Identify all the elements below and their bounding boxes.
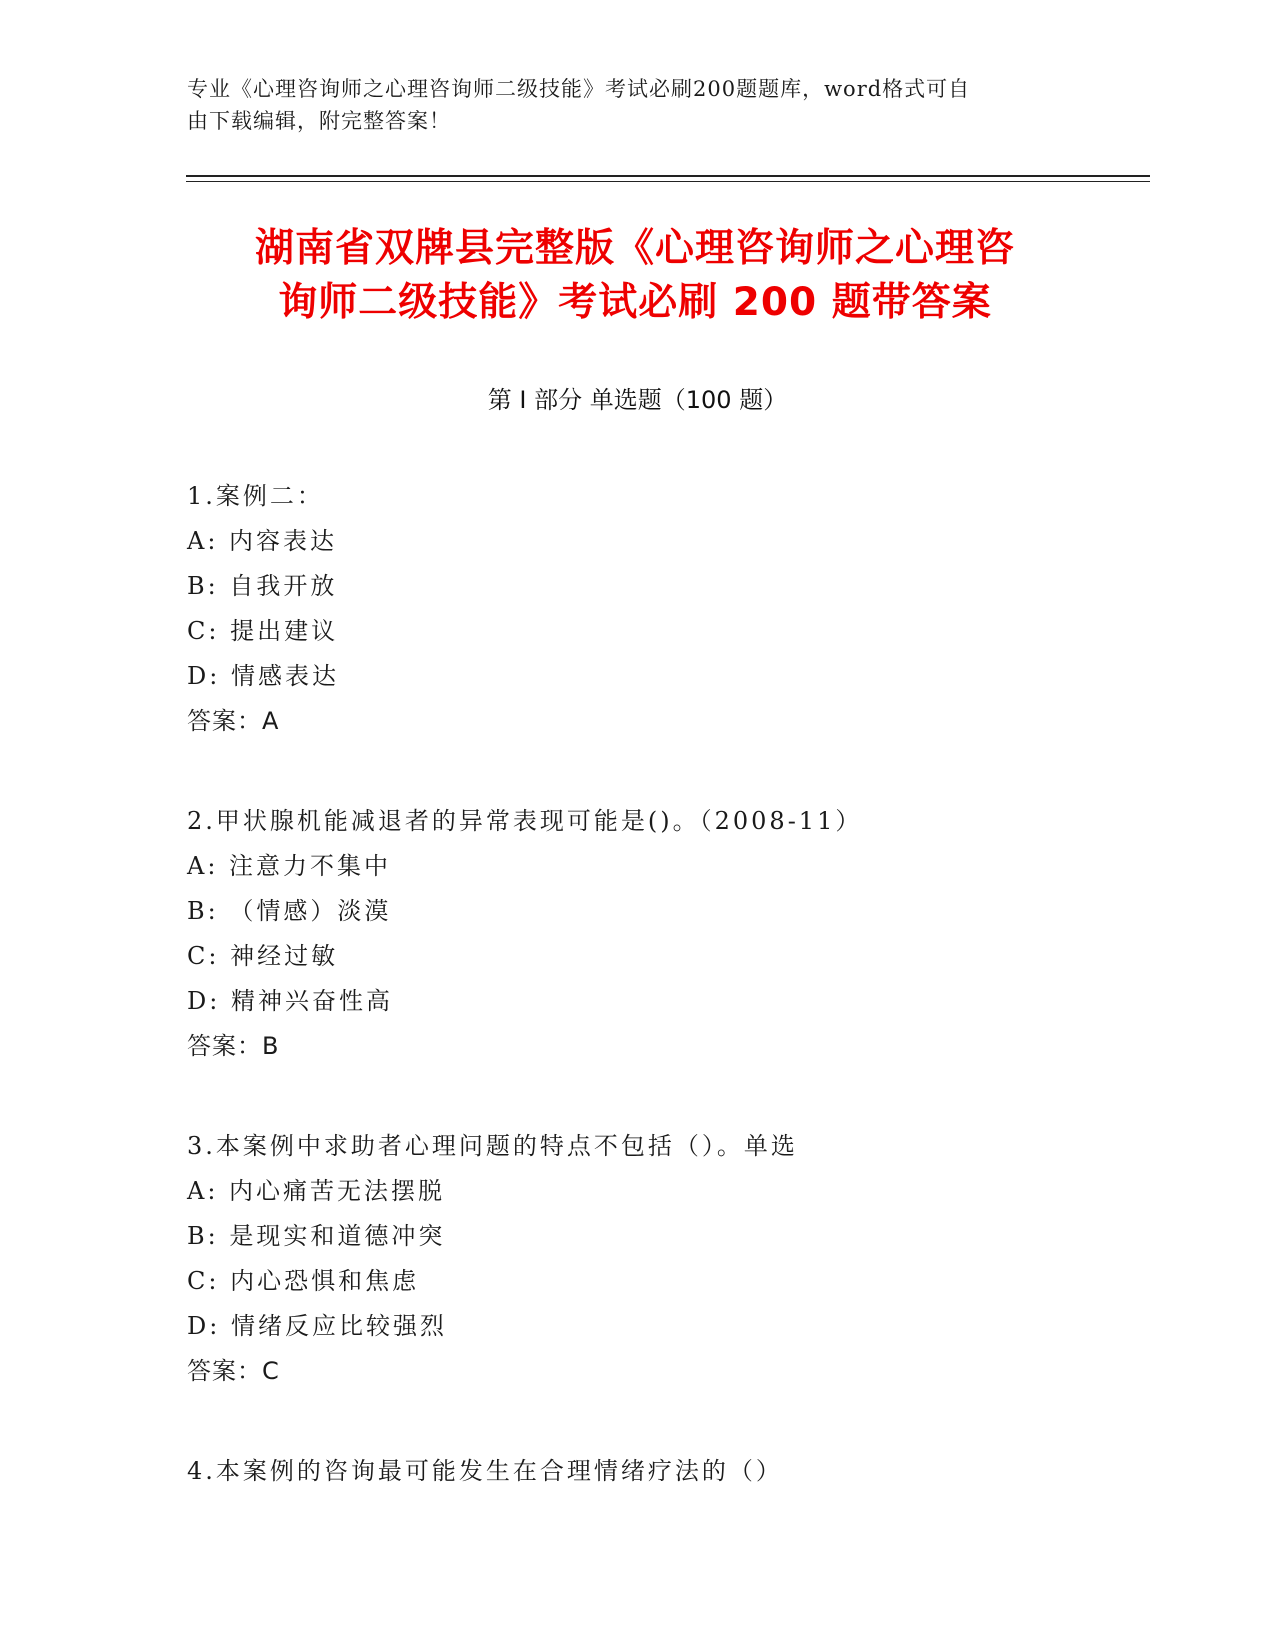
- question-2: [187, 799, 1087, 1069]
- answer: 答案：C: [187, 1357, 280, 1385]
- question-stem: 3.本案例中求助者心理问题的特点不包括（）。单选: [187, 1132, 798, 1160]
- question-3: [187, 1124, 1087, 1394]
- option-d: D: 精神兴奋性高: [187, 987, 393, 1015]
- question-4: [187, 1449, 1087, 1494]
- answer: 答案：A: [187, 707, 280, 735]
- document-title: [130, 222, 1140, 330]
- option-b: B: 自我开放: [187, 572, 338, 600]
- option-b: B: （情感）淡漠: [187, 897, 392, 925]
- question-stem: 1.案例二：: [187, 482, 324, 510]
- question-list: [187, 474, 1087, 1549]
- option-a: A: 注意力不集中: [187, 852, 392, 880]
- question-stem: 4.本案例的咨询最可能发生在合理情绪疗法的（）: [187, 1457, 783, 1485]
- option-b: B: 是现实和道德冲突: [187, 1222, 446, 1250]
- document-title-line-2: 询师二级技能》考试必刷 200 题带答案: [278, 280, 992, 325]
- question-stem: 2.甲状腺机能减退者的异常表现可能是()。（2008-11）: [187, 807, 863, 835]
- header-note: [187, 73, 1067, 137]
- answer: 答案：B: [187, 1032, 280, 1060]
- question-1: [187, 474, 1087, 744]
- option-c: C: 内心恐惧和焦虑: [187, 1267, 420, 1295]
- option-a: A: 内容表达: [187, 527, 338, 555]
- option-c: C: 提出建议: [187, 617, 339, 645]
- section-heading: 第 I 部分 单选题（100 题）: [487, 386, 788, 414]
- option-d: D: 情感表达: [187, 662, 339, 690]
- header-divider-thin: [186, 181, 1150, 182]
- header-note-line-1: 专业《心理咨询师之心理咨询师二级技能》考试必刷200题题库，word格式可自: [187, 77, 971, 101]
- option-d: D: 情绪反应比较强烈: [187, 1312, 447, 1340]
- header-divider-thick: [186, 175, 1150, 177]
- document-title-line-1: 湖南省双牌县完整版《心理咨询师之心理咨: [254, 226, 1015, 271]
- option-c: C: 神经过敏: [187, 942, 339, 970]
- option-a: A: 内心痛苦无法摆脱: [187, 1177, 446, 1205]
- header-note-line-2: 由下载编辑，附完整答案！: [187, 109, 451, 133]
